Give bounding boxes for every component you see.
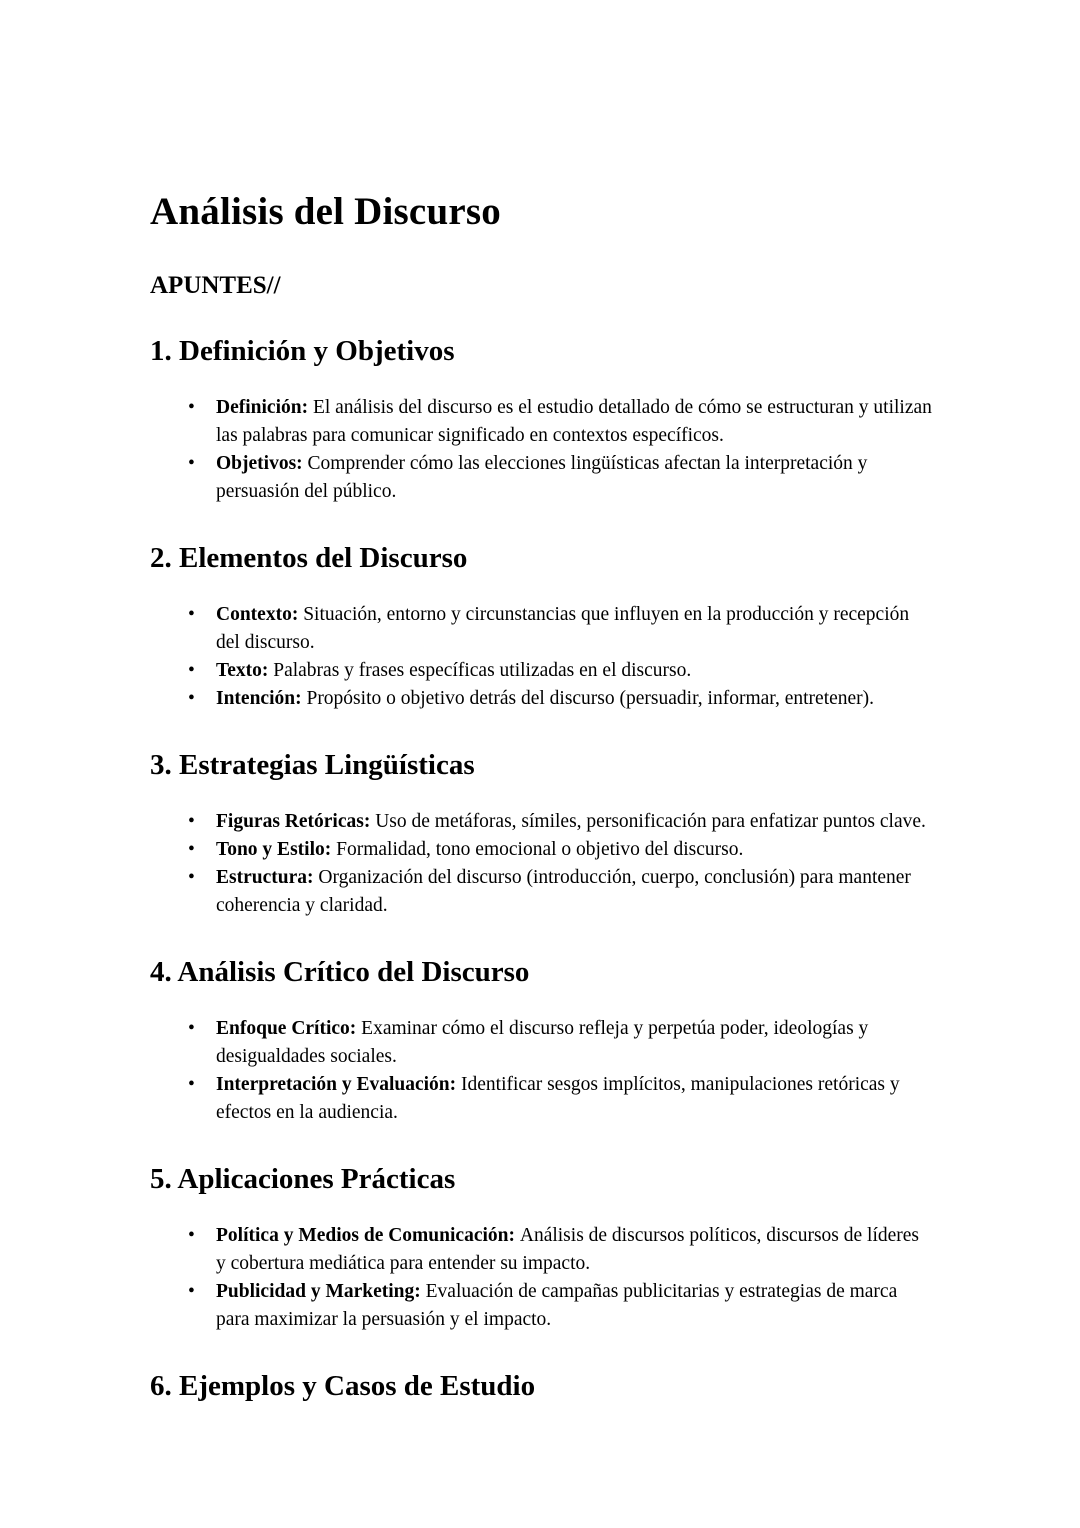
list-item (186, 657, 932, 685)
section-heading: 5. Aplicaciones Prácticas (150, 1162, 456, 1195)
list-item (186, 450, 932, 506)
bullet-label: Política y Medios de Comunicación: (216, 1224, 520, 1246)
bullet-list (150, 808, 932, 920)
bullet-text: Formalidad, tono emocional o objetivo del discurso. (336, 838, 744, 860)
bullet-text: Identificar sesgos implícitos, manipulaciones retóricas y efectos en la audiencia. (216, 1073, 900, 1123)
bullet-list (150, 394, 932, 506)
bullet-label: Tono y Estilo: (216, 838, 337, 860)
bullet-label: Figuras Retóricas: (216, 810, 376, 832)
bullet-label: Enfoque Crítico: (216, 1017, 362, 1039)
document-body (150, 336, 932, 1402)
bullet-text: Comprender cómo las elecciones lingüísticas afectan la interpretación y persuasión del público. (216, 453, 868, 503)
section (150, 1371, 932, 1403)
bullet-list (150, 601, 932, 713)
bullet-text: El análisis del discurso es el estudio detallado de cómo se estructuran y utilizan las palabras para comunicar significado en contextos específicos. (216, 397, 932, 447)
section-heading: 2. Elementos del Discurso (150, 542, 468, 575)
section (150, 336, 932, 506)
bullet-text: Situación, entorno y circunstancias que influyen en la producción y recepción del discurso. (216, 603, 910, 653)
bullet-text: Análisis de discursos políticos, discursos de líderes y cobertura mediática para entender su impacto. (216, 1224, 920, 1274)
page-title: Análisis del Discurso (150, 190, 501, 233)
page-subtitle: APUNTES// (150, 271, 281, 299)
bullet-label: Intención: (216, 687, 307, 709)
bullet-list (150, 1015, 932, 1127)
list-item (186, 808, 932, 836)
list-item (186, 685, 932, 713)
bullet-label: Definición: (216, 397, 313, 419)
section (150, 543, 932, 713)
list-item (186, 601, 932, 657)
section-heading: 1. Definición y Objetivos (150, 335, 455, 368)
section (150, 750, 932, 920)
bullet-label: Objetivos: (216, 453, 308, 475)
bullet-text: Organización del discurso (introducción, cuerpo, conclusión) para mantener coherencia y claridad. (216, 866, 911, 916)
list-item (186, 1071, 932, 1127)
bullet-text: Uso de metáforas, símiles, personificación para enfatizar puntos clave. (375, 810, 926, 832)
list-item (186, 836, 932, 864)
bullet-list (150, 1222, 932, 1334)
section (150, 1164, 932, 1334)
section-heading: 6. Ejemplos y Casos de Estudio (150, 1369, 536, 1402)
list-item (186, 864, 932, 920)
bullet-label: Estructura: (216, 866, 319, 888)
bullet-label: Texto: (216, 659, 274, 681)
bullet-text: Palabras y frases específicas utilizadas en el discurso. (273, 659, 692, 681)
bullet-label: Interpretación y Evaluación: (216, 1073, 462, 1095)
bullet-label: Contexto: (216, 603, 304, 625)
bullet-text: Propósito o objetivo detrás del discurso (persuadir, informar, entretener). (306, 687, 875, 709)
list-item (186, 1015, 932, 1071)
bullet-text: Examinar cómo el discurso refleja y perpetúa poder, ideologías y desigualdades sociales. (216, 1017, 869, 1067)
list-item (186, 1222, 932, 1278)
bullet-text: Evaluación de campañas publicitarias y estrategias de marca para maximizar la persuasión y el impacto. (216, 1280, 898, 1330)
section-heading: 3. Estrategias Lingüísticas (150, 748, 475, 781)
bullet-label: Publicidad y Marketing: (216, 1280, 426, 1302)
section (150, 957, 932, 1127)
section-heading: 4. Análisis Crítico del Discurso (150, 955, 530, 988)
list-item (186, 1278, 932, 1334)
list-item (186, 394, 932, 450)
